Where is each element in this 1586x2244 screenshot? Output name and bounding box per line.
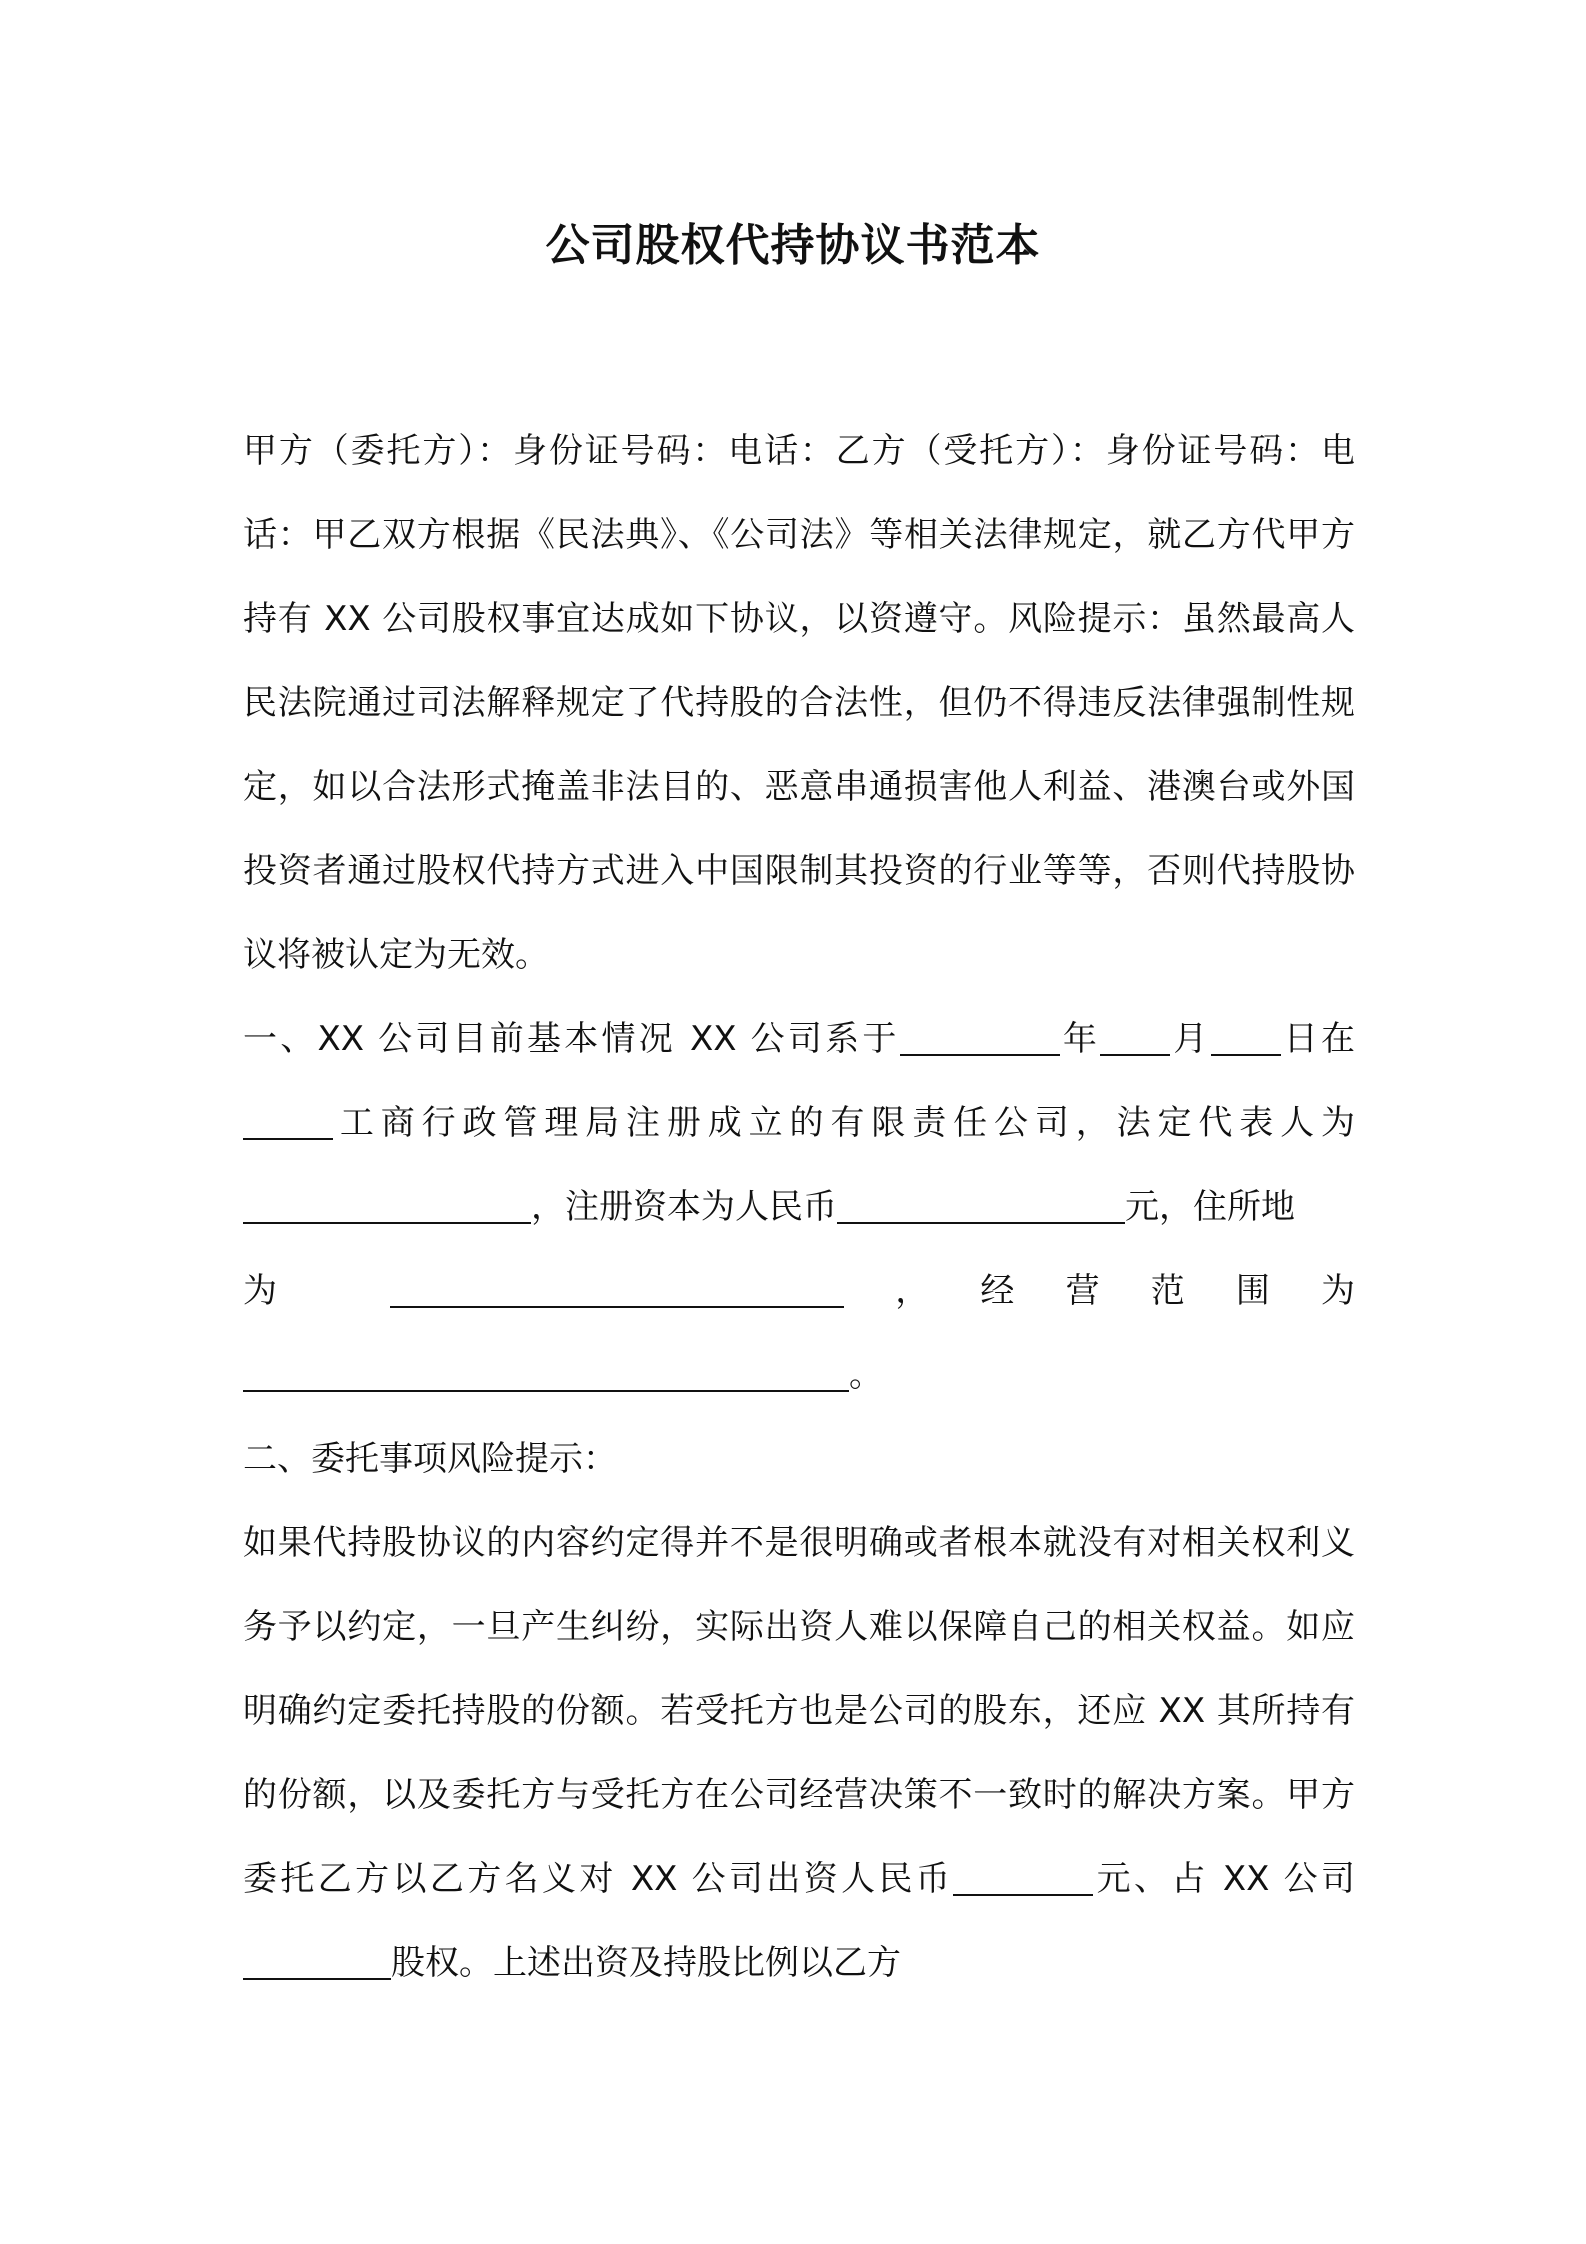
- blank-day: [1211, 1020, 1281, 1056]
- section2-paragraph: [243, 1501, 1355, 2005]
- section2-heading: 二、委托事项风险提示：: [243, 1439, 617, 1479]
- blank-month: [1100, 1020, 1170, 1056]
- blank-registration-place: [243, 1104, 333, 1140]
- section1-end: 。: [849, 1355, 883, 1395]
- blank-address: [390, 1272, 844, 1308]
- scope-text: ，经营范围为: [844, 1271, 1356, 1311]
- capital-text: ，注册资本为人民币: [531, 1187, 837, 1227]
- blank-business-scope: [243, 1356, 849, 1392]
- document-title: 公司股权代持协议书范本: [545, 220, 1041, 271]
- section2-text-c: 股权。上述出资及持股比例以乙方: [391, 1943, 901, 1983]
- wei-label: 为: [243, 1271, 329, 1311]
- intro-paragraph: 甲方（委托方）：身份证号码：电话：乙方（受托方）：身份证号码：电话：甲乙双方根据《民法典》、《公司法》等相关法律规定，就乙方代甲方持有 XX 公司股权事宜达成如下协议，以资遵守。风险提示：虽然最高人民法院通过司法解释规定了代持股的合法性，但仍不得违反法律强制性规定，如以合法形式掩盖非法目的、恶意串通损害他人利益、港澳台或外国投资者通过股权代持方式进入中国限制其投资的行业等等，否则代持股协议将被认定为无效。: [243, 431, 1355, 975]
- blank-registered-capital: [837, 1188, 1125, 1224]
- day-label: 日: [1280, 1019, 1322, 1059]
- registered-text: 工商行政管理局注册成立的有限责任公司，法定代表人为: [333, 1103, 1355, 1143]
- blank-investment-amount: [953, 1860, 1093, 1896]
- blank-legal-representative: [243, 1188, 531, 1224]
- section1-address-line: [243, 1249, 1355, 1333]
- document-body: [243, 409, 1355, 2005]
- address-text: 元，住所地: [1125, 1187, 1295, 1227]
- blank-equity-share: [243, 1944, 391, 1980]
- in-label: 在: [1321, 1019, 1356, 1059]
- year-label: 年: [1059, 1019, 1101, 1059]
- month-label: 月: [1170, 1019, 1211, 1059]
- section1-part-a: 一、XX 公司目前基本情况 XX 公司系于: [243, 1019, 900, 1059]
- section2-text-a: 如果代持股协议的内容约定得并不是很明确或者根本就没有对相关权利义务予以约定，一旦产生纠纷，实际出资人难以保障自己的相关权益。如应明确约定委托持股的份额。若受托方也是公司的股东，还应 XX 其所持有的份额，以及委托方与受托方在公司经营决策不一致时的解决方案。甲方委托乙方以乙方名义对 XX 公司出资人民币: [243, 1523, 1355, 1899]
- section1-scope-line: [243, 1333, 1355, 1417]
- blank-year: [900, 1020, 1060, 1056]
- section2-text-b: 元、占 XX 公司: [1093, 1859, 1356, 1899]
- section1-paragraph: [243, 997, 1355, 1249]
